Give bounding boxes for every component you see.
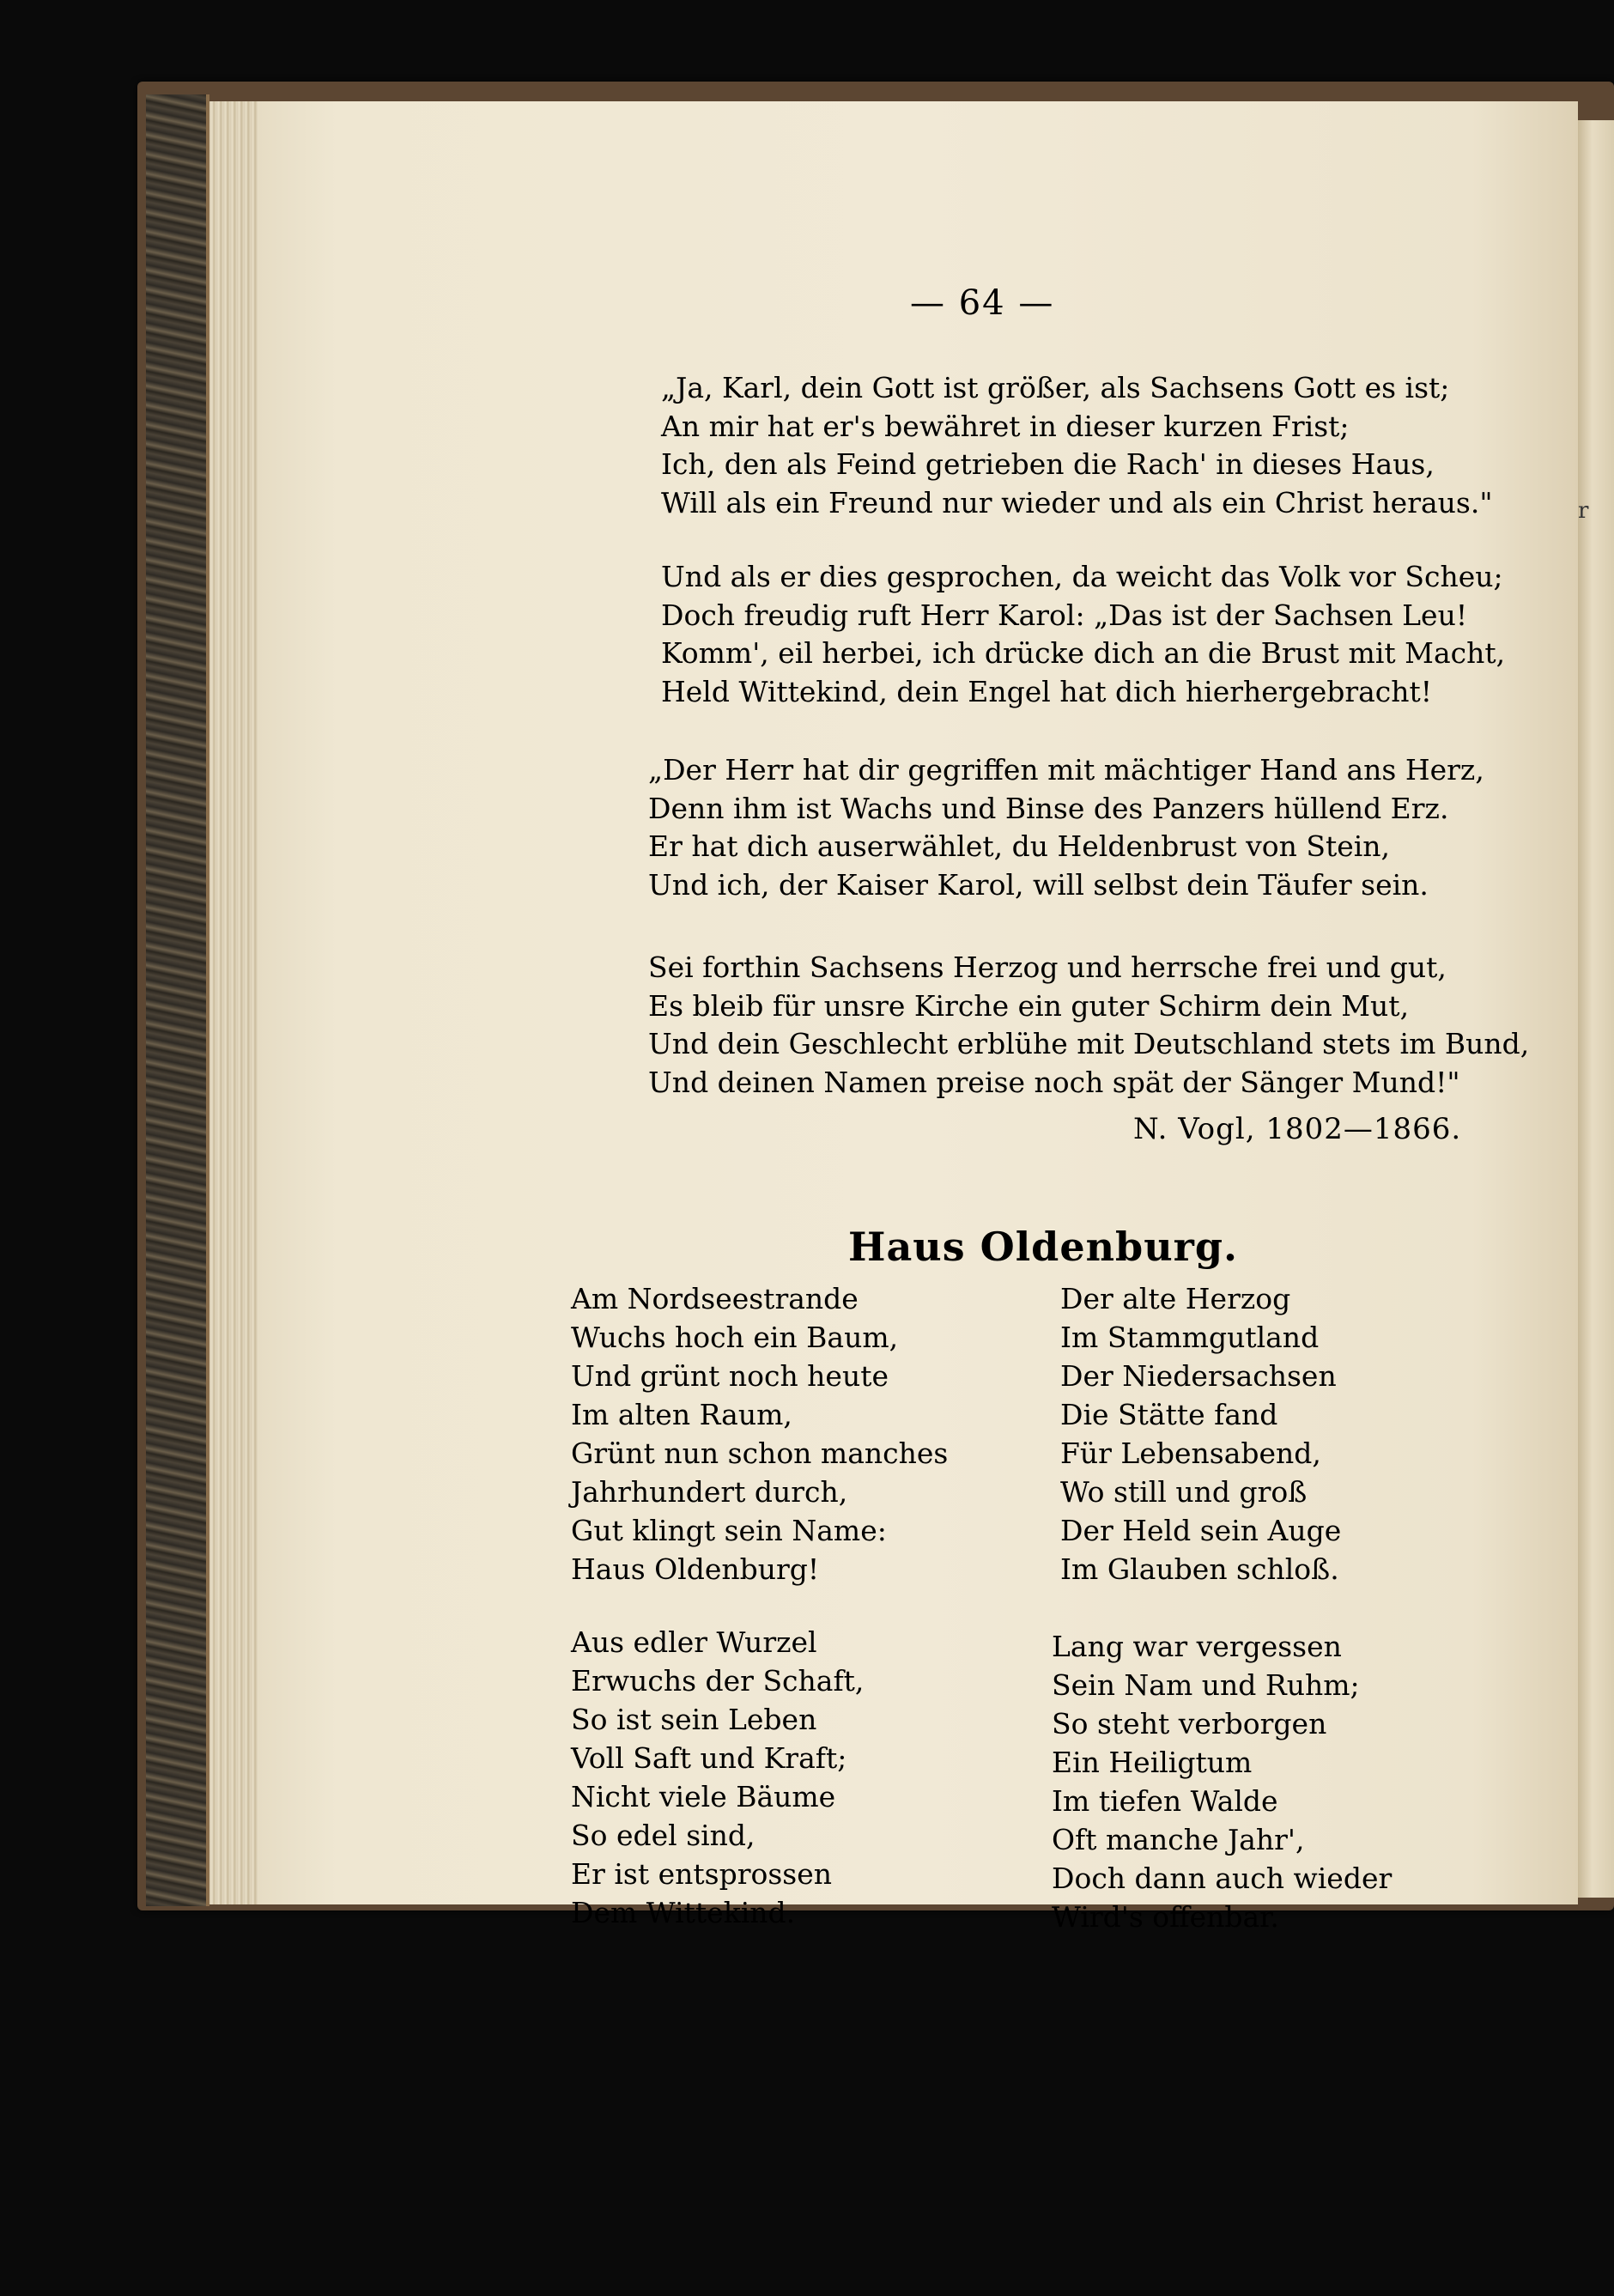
verse-line: Voll Saft und Kraft; — [571, 1741, 847, 1775]
verse-line: Und dein Geschlecht erblühe mit Deutschland stets im Bund, — [648, 1027, 1530, 1060]
stanza-1 — [661, 369, 1493, 522]
verse-line: Sein Nam und Ruhm; — [1052, 1668, 1360, 1702]
verse-line: Sei forthin Sachsens Herzog und herrsche frei und gut, — [648, 951, 1447, 984]
verse-line: Wuchs hoch ein Baum, — [571, 1321, 899, 1354]
margin-mark: r — [1578, 498, 1589, 524]
verse-line: An mir hat er's bewähret in dieser kurzen Frist; — [661, 409, 1350, 443]
verse-line: Aus edler Wurzel — [571, 1625, 817, 1659]
verse-line: Jahrhundert durch, — [571, 1475, 848, 1509]
verse-line: Erwuchs der Schaft, — [571, 1664, 865, 1698]
adjacent-page — [1578, 120, 1614, 1898]
verse-line: Am Nordseestrande — [571, 1282, 859, 1315]
verse-line: Wird's offenbar. — [1052, 1900, 1279, 1934]
verse-line: Will als ein Freund nur wieder und als ein Christ heraus." — [661, 485, 1493, 519]
verse-line: Nicht viele Bäume — [571, 1780, 836, 1813]
poem-column-right-stanza-1 — [1060, 1279, 1341, 1588]
verse-line: So ist sein Leben — [571, 1703, 817, 1736]
verse-line: Für Lebensabend, — [1060, 1437, 1321, 1470]
verse-line: Oft manche Jahr', — [1052, 1823, 1305, 1856]
verse-line: Der Niedersachsen — [1060, 1359, 1337, 1393]
verse-line: Und grünt noch heute — [571, 1359, 889, 1393]
verse-line: Im Stammgutland — [1060, 1321, 1320, 1354]
stanza-4 — [648, 949, 1529, 1102]
verse-line: „Der Herr hat dir gegriffen mit mächtiger Hand ans Herz, — [648, 753, 1484, 787]
verse-line: Gut klingt sein Name: — [571, 1514, 887, 1547]
verse-line: Der alte Herzog — [1060, 1282, 1291, 1315]
page-number: — 64 — — [910, 283, 1055, 323]
verse-line: Ein Heiligtum — [1052, 1746, 1253, 1779]
poem-title: Haus Oldenburg. — [848, 1224, 1239, 1270]
verse-line: So edel sind, — [571, 1819, 755, 1852]
poem-column-left-stanza-1 — [571, 1279, 948, 1588]
stanza-2 — [661, 558, 1505, 711]
verse-line: Im Glauben schloß. — [1060, 1552, 1339, 1586]
stanza-3 — [648, 751, 1484, 904]
verse-line: Lang war vergessen — [1052, 1630, 1342, 1663]
poem-column-left-stanza-2 — [571, 1623, 864, 1932]
verse-line: Er hat dich auserwählet, du Heldenbrust von Stein, — [648, 829, 1391, 863]
marbled-spine — [146, 94, 209, 1906]
verse-line: Und deinen Namen preise noch spät der Sänger Mund!" — [648, 1065, 1460, 1099]
page-edges — [209, 101, 261, 1904]
verse-line: Die Stätte fand — [1060, 1398, 1278, 1431]
verse-line: Und ich, der Kaiser Karol, will selbst dein Täufer sein. — [648, 867, 1429, 902]
verse-line: Es bleib für unsre Kirche ein guter Schirm dein Mut, — [648, 988, 1410, 1023]
verse-line: Doch freudig ruft Herr Karol: „Das ist der Sachsen Leu! — [661, 598, 1468, 632]
verse-line: Im tiefen Walde — [1052, 1784, 1278, 1818]
verse-line: Der Held sein Auge — [1060, 1514, 1342, 1547]
verse-line: Held Wittekind, dein Engel hat dich hierhergebracht! — [661, 674, 1433, 708]
verse-line: So steht verborgen — [1052, 1707, 1327, 1740]
verse-line: Haus Oldenburg! — [571, 1552, 820, 1586]
poem-column-right-stanza-2 — [1052, 1627, 1392, 1936]
verse-line: Dem Wittekind. — [571, 1896, 796, 1929]
verse-line: Er ist entsprossen — [571, 1857, 832, 1891]
verse-line: „Ja, Karl, dein Gott ist größer, als Sachsens Gott es ist; — [661, 371, 1450, 404]
verse-line: Grünt nun schon manches — [571, 1437, 949, 1470]
verse-line: Doch dann auch wieder — [1052, 1862, 1393, 1895]
verse-line: Ich, den als Feind getrieben die Rach' in dieses Haus, — [661, 447, 1435, 481]
verse-line: Wo still und groß — [1060, 1475, 1308, 1509]
verse-line: Im alten Raum, — [571, 1398, 792, 1431]
author-attribution: N. Vogl, 1802—1866. — [1133, 1112, 1462, 1146]
verse-line: Komm', eil herbei, ich drücke dich an die Brust mit Macht, — [661, 636, 1506, 670]
verse-line: Und als er dies gesprochen, da weicht das Volk vor Scheu; — [661, 560, 1503, 593]
verse-line: Denn ihm ist Wachs und Binse des Panzers hüllend Erz. — [648, 791, 1449, 825]
